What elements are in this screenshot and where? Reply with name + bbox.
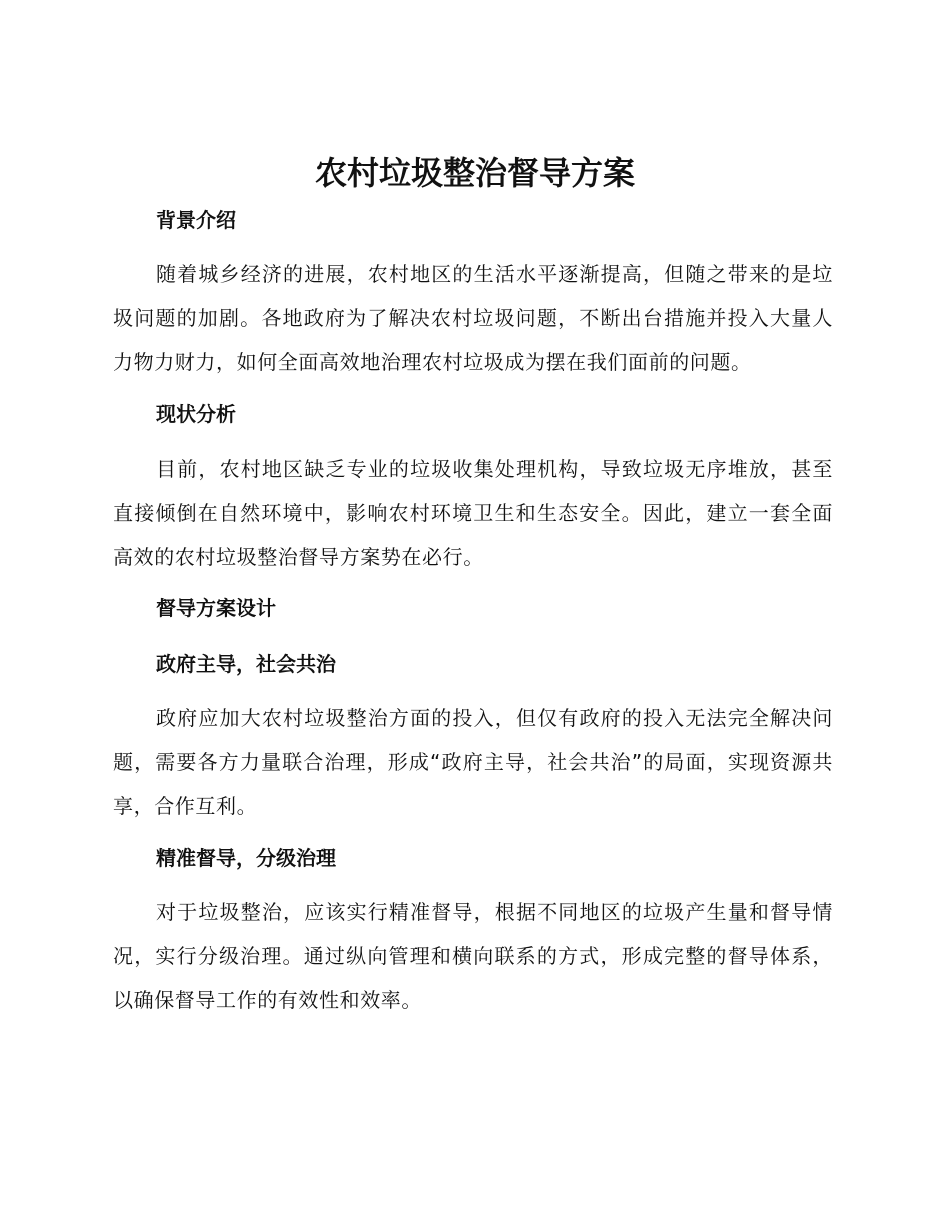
section-heading-precise: 精准督导，分级治理 bbox=[156, 846, 336, 870]
section-heading-background: 背景介绍 bbox=[156, 208, 236, 232]
section-paragraph-status: 目前，农村地区缺乏专业的垃圾收集处理机构，导致垃圾无序堆放，甚至直接倾倒在自然环境中，影响农村环境卫生和生态安全。因此，建立一套全面高效的农村垃圾整治督导方案势在必行。 bbox=[113, 457, 833, 569]
section-heading-design: 督导方案设计 bbox=[156, 596, 276, 620]
section-paragraph-government: 政府应加大农村垃圾整治方面的投入，但仅有政府的投入无法完全解决问题，需要各方力量联合治理，形成“政府主导，社会共治”的局面，实现资源共享，合作互利。 bbox=[113, 706, 833, 818]
section-paragraph-background: 随着城乡经济的进展，农村地区的生活水平逐渐提高，但随之带来的是垃圾问题的加剧。各地政府为了解决农村垃圾问题，不断出台措施并投入大量人力物力财力，如何全面高效地治理农村垃圾成为摆在我们面前的问题。 bbox=[113, 262, 833, 374]
section-heading-status: 现状分析 bbox=[156, 402, 236, 426]
document-title: 农村垃圾整治督导方案 bbox=[314, 154, 635, 192]
section-paragraph-precise: 对于垃圾整治，应该实行精准督导，根据不同地区的垃圾产生量和督导情况，实行分级治理。通过纵向管理和横向联系的方式，形成完整的督导体系，以确保督导工作的有效性和效率。 bbox=[113, 900, 833, 1012]
section-heading-government: 政府主导，社会共治 bbox=[156, 652, 336, 676]
